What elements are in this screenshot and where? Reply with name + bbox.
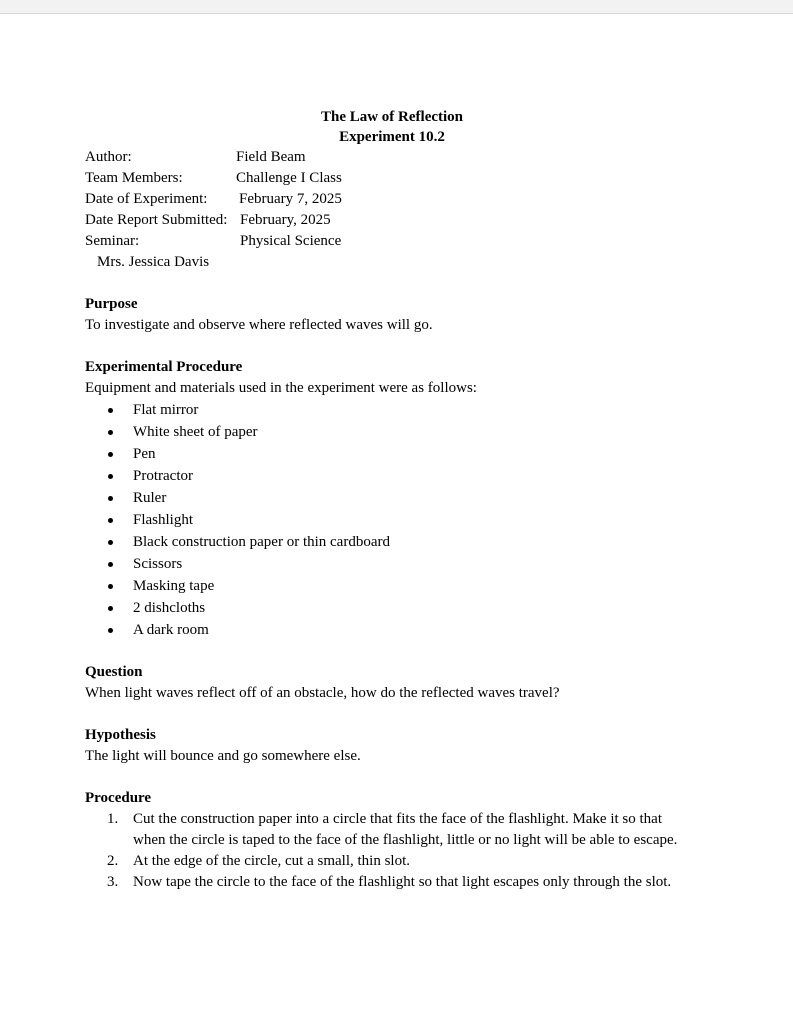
- meta-label: Seminar:: [85, 233, 140, 249]
- step-text: At the edge of the circle, cut a small, thin slot.: [133, 853, 411, 869]
- question-text: When light waves reflect off of an obstacle, how do the reflected waves travel?: [85, 685, 560, 701]
- list-item: Protractor: [85, 465, 725, 487]
- step-text: Cut the construction paper into a circle that fits the face of the flashlight. Make it so that when the circle is taped to the face of the flashlight, little or no light will be able to escape.: [133, 811, 678, 848]
- list-item: [85, 872, 693, 893]
- hypothesis-heading: Hypothesis: [85, 727, 156, 743]
- equipment-list: [85, 399, 725, 641]
- step-number: 2.: [107, 853, 119, 869]
- bullet-icon: [108, 452, 113, 457]
- list-item: [85, 851, 693, 872]
- meta-value: Challenge I Class: [236, 170, 342, 186]
- meta-row-date-submitted: [85, 210, 725, 231]
- viewer-top-bar: [0, 0, 793, 14]
- meta-label: Author:: [85, 149, 132, 165]
- meta-row-seminar: [85, 231, 725, 252]
- list-item: Black construction paper or thin cardboard: [85, 531, 725, 553]
- bullet-icon: [108, 430, 113, 435]
- bullet-icon: [108, 408, 113, 413]
- list-item: Pen: [85, 443, 725, 465]
- meta-row-team: [85, 168, 725, 189]
- bullet-icon: [108, 518, 113, 523]
- bullet-icon: [108, 474, 113, 479]
- meta-value: February, 2025: [240, 212, 331, 228]
- meta-row-author: [85, 147, 725, 168]
- meta-value: Physical Science: [240, 233, 342, 249]
- procedure-steps: [85, 809, 725, 893]
- list-item: 2 dishcloths: [85, 597, 725, 619]
- bullet-icon: [108, 540, 113, 545]
- meta-block: [85, 147, 725, 273]
- bullet-icon: [108, 562, 113, 567]
- bullet-icon: [108, 584, 113, 589]
- meta-value: Field Beam: [236, 149, 306, 165]
- bullet-icon: [108, 496, 113, 501]
- list-item: Masking tape: [85, 575, 725, 597]
- hypothesis-text: The light will bounce and go somewhere else.: [85, 748, 361, 764]
- list-item: Flat mirror: [85, 399, 725, 421]
- list-item: A dark room: [85, 619, 725, 641]
- document-title: The Law of Reflection: [320, 109, 464, 125]
- teacher-name: Mrs. Jessica Davis: [97, 254, 210, 270]
- purpose-text: To investigate and observe where reflected waves will go.: [85, 317, 433, 333]
- bullet-icon: [108, 606, 113, 611]
- list-item: Ruler: [85, 487, 725, 509]
- list-item: Scissors: [85, 553, 725, 575]
- meta-value: February 7, 2025: [239, 191, 342, 207]
- list-item: [85, 809, 693, 851]
- question-heading: Question: [85, 664, 143, 680]
- bullet-icon: [108, 628, 113, 633]
- meta-label: Date Report Submitted:: [85, 212, 228, 228]
- equipment-intro: Equipment and materials used in the experiment were as follows:: [85, 380, 477, 396]
- meta-label: Date of Experiment:: [85, 191, 208, 207]
- list-item: Flashlight: [85, 509, 725, 531]
- meta-row-date-experiment: [85, 189, 725, 210]
- step-number: 3.: [107, 874, 119, 890]
- step-number: 1.: [107, 811, 119, 827]
- document-page: [85, 107, 725, 893]
- list-item: White sheet of paper: [85, 421, 725, 443]
- step-text: Now tape the circle to the face of the flashlight so that light escapes only through the slot.: [133, 874, 672, 890]
- experimental-procedure-heading: Experimental Procedure: [85, 359, 243, 375]
- document-subtitle: Experiment 10.2: [339, 129, 445, 145]
- purpose-heading: Purpose: [85, 296, 138, 312]
- meta-label: Team Members:: [85, 170, 183, 186]
- procedure-heading: Procedure: [85, 790, 152, 806]
